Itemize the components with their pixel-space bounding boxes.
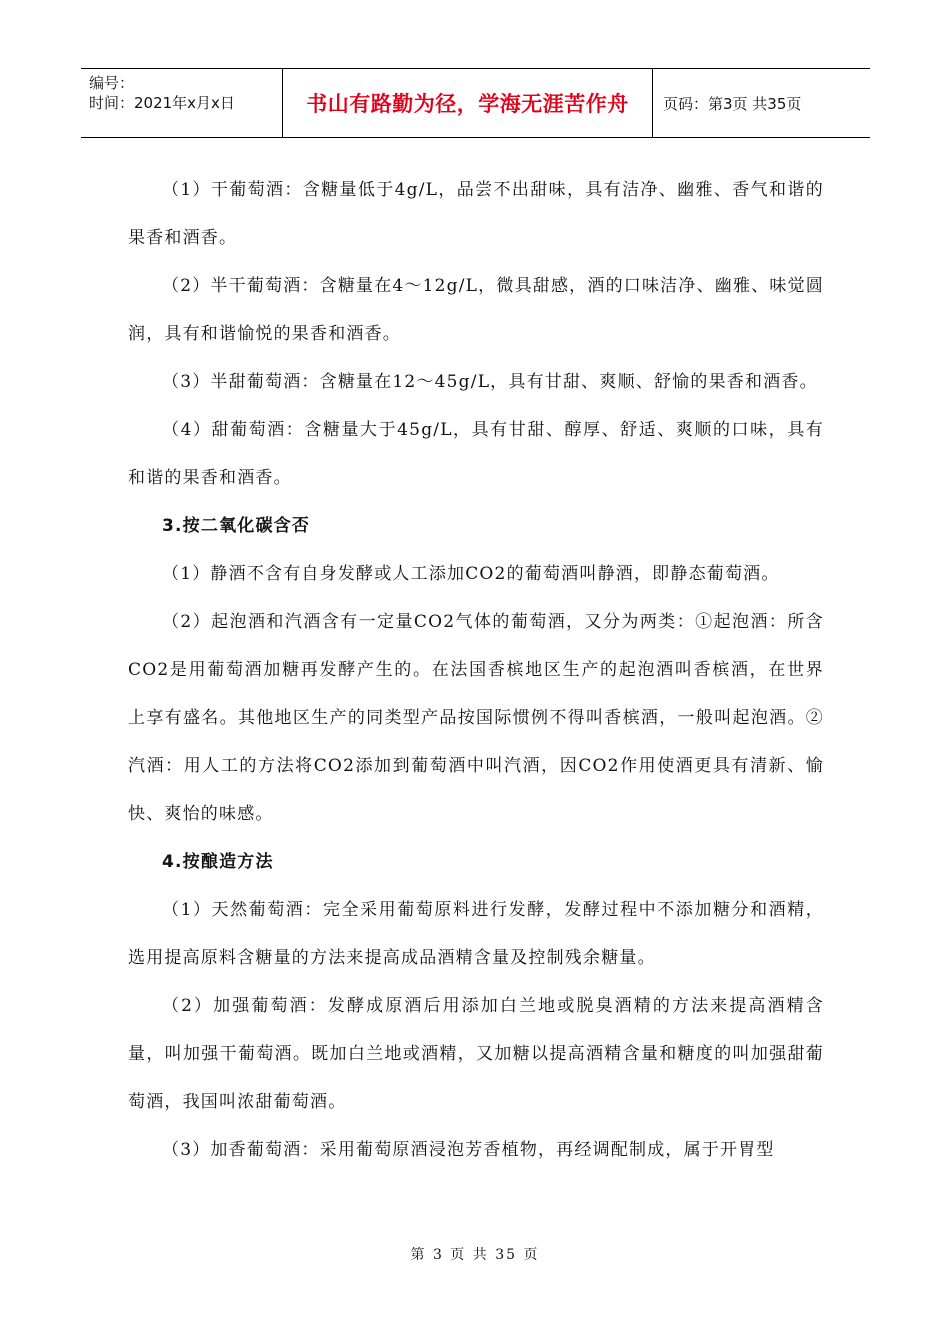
section-heading: 4.按酿造方法 bbox=[162, 852, 274, 872]
paragraph: （3）半甜葡萄酒：含糖量在12～45g/L，具有甘甜、爽顺、舒愉的果香和酒香。 bbox=[162, 372, 818, 392]
number-label: 编号： bbox=[89, 74, 135, 92]
paragraph: （1）干葡萄酒：含糖量低于4g/L，品尝不出甜味，具有洁净、幽雅、香气和谐的果香和酒香。 bbox=[128, 180, 824, 248]
page-header bbox=[81, 68, 870, 138]
paragraph: （2）起泡酒和汽酒含有一定量CO2气体的葡萄酒，又分为两类：①起泡酒：所含CO2是用葡萄酒加糖再发酵产生的。在法国香槟地区生产的起泡酒叫香槟酒，在世界上享有盛名。其他地区生产的同类型产品按国际惯例不得叫香槟酒，一般叫起泡酒。②汽酒：用人工的方法将CO2添加到葡萄酒中叫汽酒，因CO2作用使酒更具有清新、愉快、爽怡的味感。 bbox=[128, 612, 824, 824]
paragraph: （1）静酒不含有自身发酵或人工添加CO2的葡萄酒叫静酒，即静态葡萄酒。 bbox=[162, 564, 780, 584]
paragraph: （2）半干葡萄酒：含糖量在4～12g/L，微具甜感，酒的口味洁净、幽雅、味觉圆润，具有和谐愉悦的果香和酒香。 bbox=[128, 276, 824, 344]
paragraph: （4）甜葡萄酒：含糖量大于45g/L，具有甘甜、醇厚、舒适、爽顺的口味，具有和谐的果香和酒香。 bbox=[128, 420, 824, 488]
paragraph: （3）加香葡萄酒：采用葡萄原酒浸泡芳香植物，再经调配制成，属于开胃型 bbox=[162, 1140, 775, 1160]
paragraph: （1）天然葡萄酒：完全采用葡萄原料进行发酵，发酵过程中不添加糖分和酒精，选用提高原料含糖量的方法来提高成品酒精含量及控制残余糖量。 bbox=[128, 900, 824, 968]
document-body bbox=[128, 166, 824, 1174]
section-heading: 3.按二氧化碳含否 bbox=[162, 516, 311, 536]
header-motto: 书山有路勤为径，学海无涯苦作舟 bbox=[283, 69, 653, 137]
header-page-label: 页码：第3页 共35页 bbox=[663, 94, 802, 113]
header-meta bbox=[81, 69, 283, 137]
time-label: 时间：2021年x月x日 bbox=[89, 94, 235, 112]
page-footer: 第 3 页 共 35 页 bbox=[410, 1247, 540, 1263]
paragraph: （2）加强葡萄酒：发酵成原酒后用添加白兰地或脱臭酒精的方法来提高酒精含量，叫加强干葡萄酒。既加白兰地或酒精，又加糖以提高酒精含量和糖度的叫加强甜葡萄酒，我国叫浓甜葡萄酒。 bbox=[128, 996, 824, 1112]
